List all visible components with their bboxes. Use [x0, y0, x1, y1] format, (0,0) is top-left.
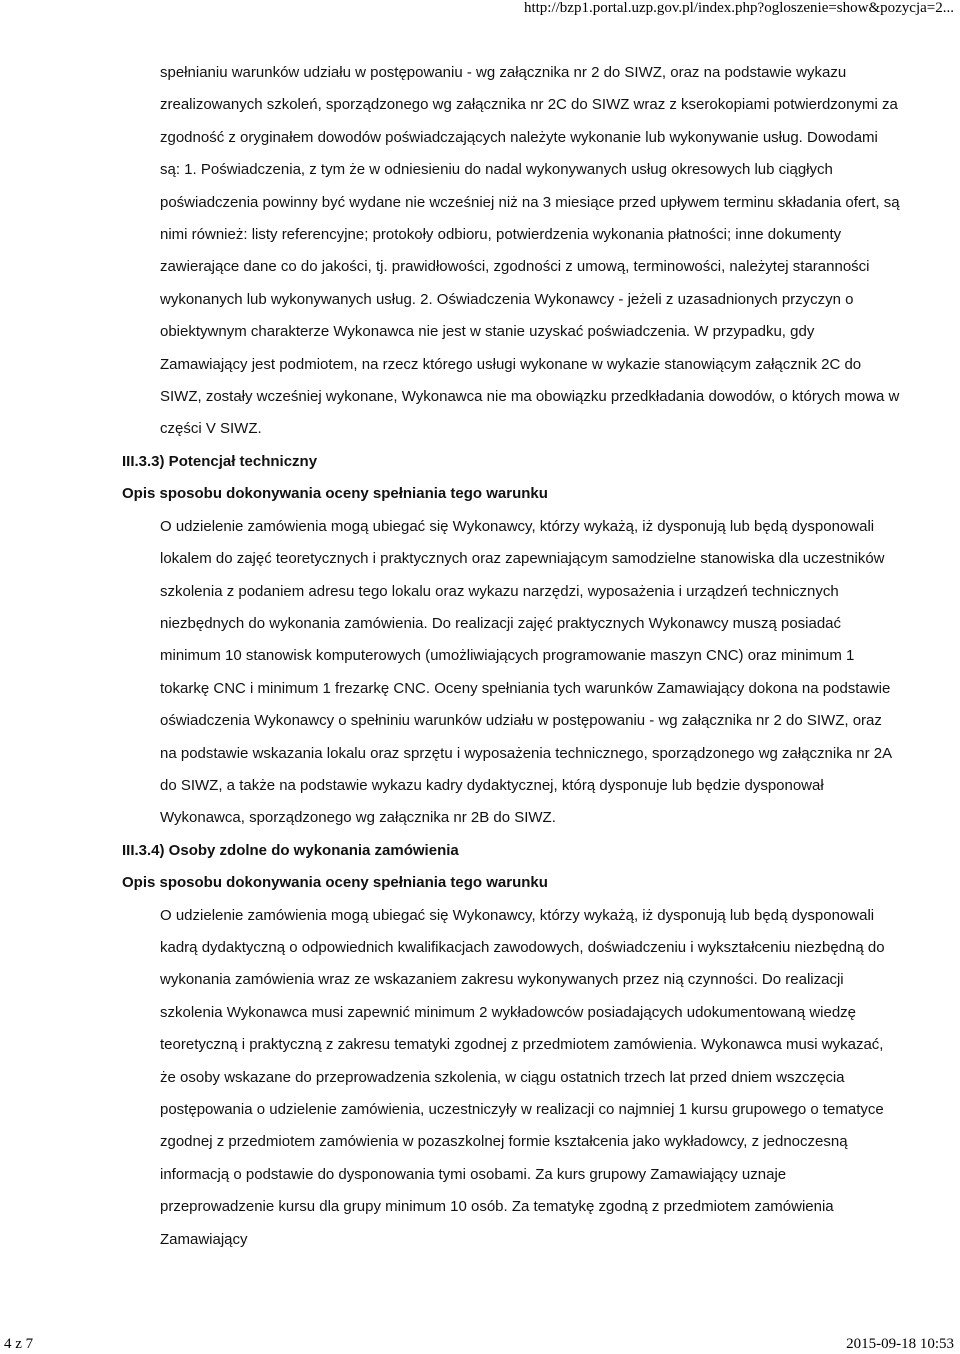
section-title-technical-potential: III.3.3) Potencjał techniczny: [122, 452, 318, 470]
document-content: [0, 57, 960, 1256]
paragraph-evidence: spełnianiu warunków udziału w postępowaniu - wg załącznika nr 2 do SIWZ, oraz na podstawie wykazu zrealizowanych szkoleń, sporządzonego wg załącznika nr 2C do SIWZ wraz z kserokopiami potwierdzonymi za zgodność z oryginałem dowodów poświadczających należyte wykonanie lub wykonywanie usług. Dowodami są: 1. Poświadczenia, z tym że w odniesieniu do nadal wykonywanych usług okresowych lub ciągłych poświadczenia powinny być wydane nie wcześniej niż na 3 miesiące przed upływem terminu składania ofert, są nimi również: listy referencyjne; protokoły odbioru, potwierdzenia wykonania płatności; inne dokumenty zawierające dane co do jakości, tj. prawidłowości, zgodności z umową, terminowości, należytej staranności wykonanych lub wykonywanych usług. 2. Oświadczenia Wykonawcy - jeżeli z uzasadnionych przyczyn o obiektywnym charakterze Wykonawca nie jest w stanie uzyskać poświadczenia. W przypadku, gdy Zamawiający jest podmiotem, na rzecz którego usługi wykonane w wykazie stanowiącym załącznik 2C do SIWZ, zostały wcześniej wykonane, Wykonawca nie ma obowiązku przedkładania dowodów, o których mowa w części V SIWZ.: [160, 64, 900, 438]
print-header-url: http://bzp1.portal.uzp.gov.pl/index.php?ogloszenie=show&pozycja=2...: [523, 0, 954, 16]
section-subhead-technical-potential: Opis sposobu dokonywania oceny spełniania tego warunku: [122, 485, 548, 503]
section-subhead-personnel: Opis sposobu dokonywania oceny spełniania tego warunku: [122, 874, 548, 892]
print-footer-page-number: 4 z 7: [4, 1336, 34, 1352]
section-text-personnel: O udzielenie zamówienia mogą ubiegać się Wykonawcy, którzy wykażą, iż dysponują lub będą dysponowali kadrą dydaktyczną o odpowiednich kwalifikacjach zawodowych, doświadczeniu i wykształceniu niezbędną do wykonania zamówienia wraz ze wskazaniem zakresu wykonywanych przez nią czynności. Do realizacji szkolenia Wykonawca musi zapewnić minimum 2 wykładowców posiadających udokumentowaną wiedzę teoretyczną i praktyczną z zakresu tematyki zgodnej z przedmiotem zamówienia. Wykonawca musi wykazać, że osoby wskazane do przeprowadzenia szkolenia, w ciągu ostatnich trzech lat przed dniem wszczęcia postępowania o udzielenie zamówienia, uczestniczyły w realizacji co najmniej 1 kursu grupowego o tematyce zgodnej z przedmiotem zamówienia w pozaszkolnej formie kształcenia jako wykładowcy, z jednoczesną informacją o podstawie do dysponowania tymi osobami. Za kurs grupowy Zamawiający uznaje przeprowadzenie kursu dla grupy minimum 10 osób. Za tematykę zgodną z przedmiotem zamówienia Zamawiający: [160, 906, 885, 1248]
section-title-personnel: III.3.4) Osoby zdolne do wykonania zamówienia: [122, 841, 459, 859]
section-text-technical-potential: O udzielenie zamówienia mogą ubiegać się Wykonawcy, którzy wykażą, iż dysponują lub będą dysponowali lokalem do zajęć teoretycznych i praktycznych oraz zapewniającym samodzielne stanowiska dla uczestników szkolenia z podaniem adresu tego lokalu oraz wykazu narzędzi, wyposażenia i urządzeń technicznych niezbędnych do wykonania zamówienia. Do realizacji zajęć praktycznych Wykonawcy muszą posiadać minimum 10 stanowisk komputerowych (umożliwiających programowanie maszyn CNC) oraz minimum 1 tokarkę CNC i minimum 1 frezarkę CNC. Oceny spełniania tych warunków Zamawiający dokona na podstawie oświadczenia Wykonawcy o spełniniu warunków udziału w postępowaniu - wg załącznika nr 2 do SIWZ, oraz na podstawie wskazania lokalu oraz sprzętu i wyposażenia technicznego, sporządzonego wg załącznika nr 2A do SIWZ, a także na podstawie wykazu kadry dydaktycznej, którą dysponuje lub będzie dysponował Wykonawca, sporządzonego wg załącznika nr 2B do SIWZ.: [160, 517, 892, 827]
print-footer-datetime: 2015-09-18 10:53: [846, 1336, 954, 1352]
